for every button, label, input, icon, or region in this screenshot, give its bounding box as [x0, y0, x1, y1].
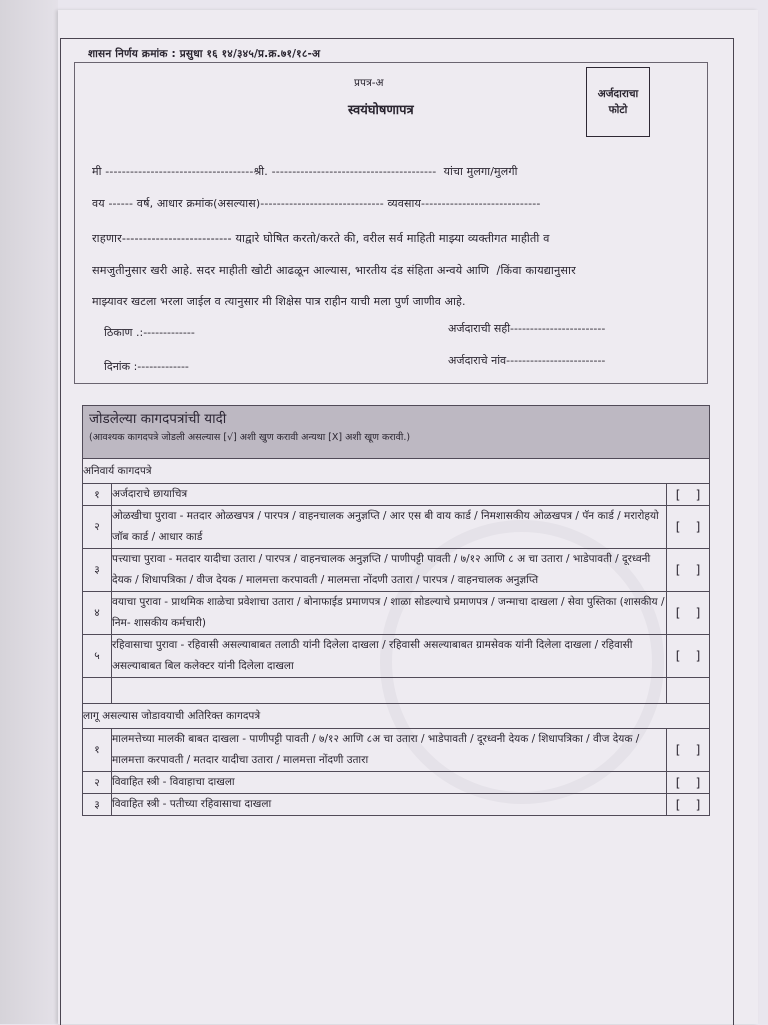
table-row — [83, 794, 710, 816]
gr-number: शासन निर्णय क्रमांक : प्रसुधा १६ १४/३४५/प्र.क्र.७१/१८-अ — [88, 48, 321, 60]
date-field: दिनांक :------------- — [104, 360, 189, 373]
row-checkbox[interactable]: [ ] — [667, 794, 710, 816]
row-number-blank — [83, 678, 112, 704]
row-description: विवाहित स्त्री - पतीच्या रहिवासाचा दाखला — [112, 794, 667, 816]
row-description: वयाचा पुरावा - प्राथमिक शाळेचा प्रवेशाचा उतारा / बोनाफाईड प्रमाणपत्र / शाळा सोडल्याचे प्रमाणपत्र / जन्माचा दाखला / सेवा पुस्तिका (शासकीय / निम- शासकीय कर्मचारी) — [112, 592, 667, 635]
row-checkbox[interactable]: [ ] — [667, 635, 710, 678]
row-checkbox[interactable]: [ ] — [667, 549, 710, 592]
row-number: २ — [83, 772, 112, 794]
row-number: १ — [83, 729, 112, 772]
table-row — [83, 506, 710, 549]
row-checkbox[interactable]: [ ] — [667, 506, 710, 549]
row-description: मालमत्तेच्या मालकी बाबत दाखला - पाणीपट्टी पावती / ७/१२ आणि ८अ चा उतारा / भाडेपावती / दूरध्वनी देयक / शिधापत्रिका / वीज देयक / मालमत्ता करपावती / मतदार यादीचा उतारा / मालमत्ता नोंदणी उतारा — [112, 729, 667, 772]
declaration-line-name: मी ------------------------------------श्री. ---------------------------------------- यांचा मुलगा/मुलगी — [92, 165, 518, 178]
documents-table — [82, 405, 710, 816]
table-row-blank — [83, 678, 710, 704]
declaration-line-truth: समजुतीनुसार खरी आहे. सदर माहीती खोटी आढळून आल्यास, भारतीय दंड संहिता अन्वये आणि /किंवा कायद्यानुसार — [92, 264, 576, 277]
table-row — [83, 549, 710, 592]
additional-heading: लागू असल्यास जोडावयाची अतिरिक्त कागदपत्रे — [83, 704, 710, 729]
row-number: १ — [83, 484, 112, 506]
signature-field: अर्जदाराची सही------------------------ — [448, 322, 606, 335]
photo-label-applicant: अर्जदाराचा — [597, 88, 639, 100]
row-checkbox-blank — [667, 678, 710, 704]
row-checkbox[interactable]: [ ] — [667, 729, 710, 772]
row-description: ओळखीचा पुरावा - मतदार ओळखपत्र / पारपत्र / वाहनचालक अनुज्ञप्ति / आर एस बी वाय कार्ड / निमशासकीय ओळखपत्र / पॅन कार्ड / मरारोहयो जॉब कार्ड / आधार कार्ड — [112, 506, 667, 549]
row-number: ४ — [83, 592, 112, 635]
row-description: विवाहित स्त्री - विवाहाचा दाखला — [112, 772, 667, 794]
documents-instructions: (आवश्यक कागदपत्रे जोडली असल्यास [√] अशी खुण करावी अन्यथा [X] अशी खूण करावी.) — [89, 432, 411, 443]
table-row — [83, 729, 710, 772]
row-number: ३ — [83, 794, 112, 816]
form-number: प्रपत्र-अ — [354, 77, 384, 89]
page-shadow — [0, 0, 58, 1024]
photo-label-photo: फोटो — [608, 104, 628, 116]
documents-title: जोडलेल्या कागदपत्रांची यादी — [89, 411, 227, 427]
row-description: पत्त्याचा पुरावा - मतदार यादीचा उतारा / पारपत्र / वाहनचालक अनुज्ञप्ति / पाणीपट्टी पावती / ७/१२ आणि ८ अ चा उतारा / भाडेपावती / दूरध्वनी देयक / शिधापत्रिका / वीज देयक / मालमत्ता करपावती / मालमत्ता नोंदणी उतारा / पारपत्र / वाहनचालक अनुज्ञप्ति — [112, 549, 667, 592]
declaration-line-liability: माझ्यावर खटला भरला जाईल व त्यानुसार मी शिक्षेस पात्र राहीन याची मला पुर्ण जाणीव आहे. — [92, 295, 466, 308]
row-description: रहिवासाचा पुरावा - रहिवासी असल्याबाबत तलाठी यांनी दिलेला दाखला / रहिवासी असल्याबाबत ग्रामसेवक यांनी दिलेला दाखला / रहिवासी असल्याबाबत बिल कलेक्टर यांनी दिलेला दाखला — [112, 635, 667, 678]
row-number: २ — [83, 506, 112, 549]
mandatory-heading: अनिवार्य कागदपत्रे — [83, 459, 710, 484]
row-number: ३ — [83, 549, 112, 592]
row-checkbox[interactable]: [ ] — [667, 592, 710, 635]
declaration-line-residence: राहणार-------------------------- याद्वारे घोषित करतो/करते की, वरील सर्व माहिती माझ्या व्यक्तीगत माहीती व — [92, 232, 550, 245]
table-row — [83, 635, 710, 678]
row-checkbox[interactable]: [ ] — [667, 484, 710, 506]
declaration-title: स्वयंघोषणापत्र — [348, 103, 414, 118]
place-field: ठिकाण .:------------- — [104, 326, 195, 339]
applicant-name-field: अर्जदाराचे नांव------------------------- — [448, 354, 606, 367]
table-row — [83, 484, 710, 506]
row-description: अर्जदाराचे छायाचित्र — [112, 484, 667, 506]
table-row — [83, 772, 710, 794]
row-number: ५ — [83, 635, 112, 678]
table-row — [83, 592, 710, 635]
row-checkbox[interactable]: [ ] — [667, 772, 710, 794]
row-description-blank — [112, 678, 667, 704]
applicant-photo-box — [586, 67, 650, 137]
documents-header — [83, 406, 710, 459]
declaration-line-age: वय ------ वर्ष, आधार क्रमांक(असल्यास)------------------------------ व्यवसाय----------------------------- — [92, 197, 541, 210]
